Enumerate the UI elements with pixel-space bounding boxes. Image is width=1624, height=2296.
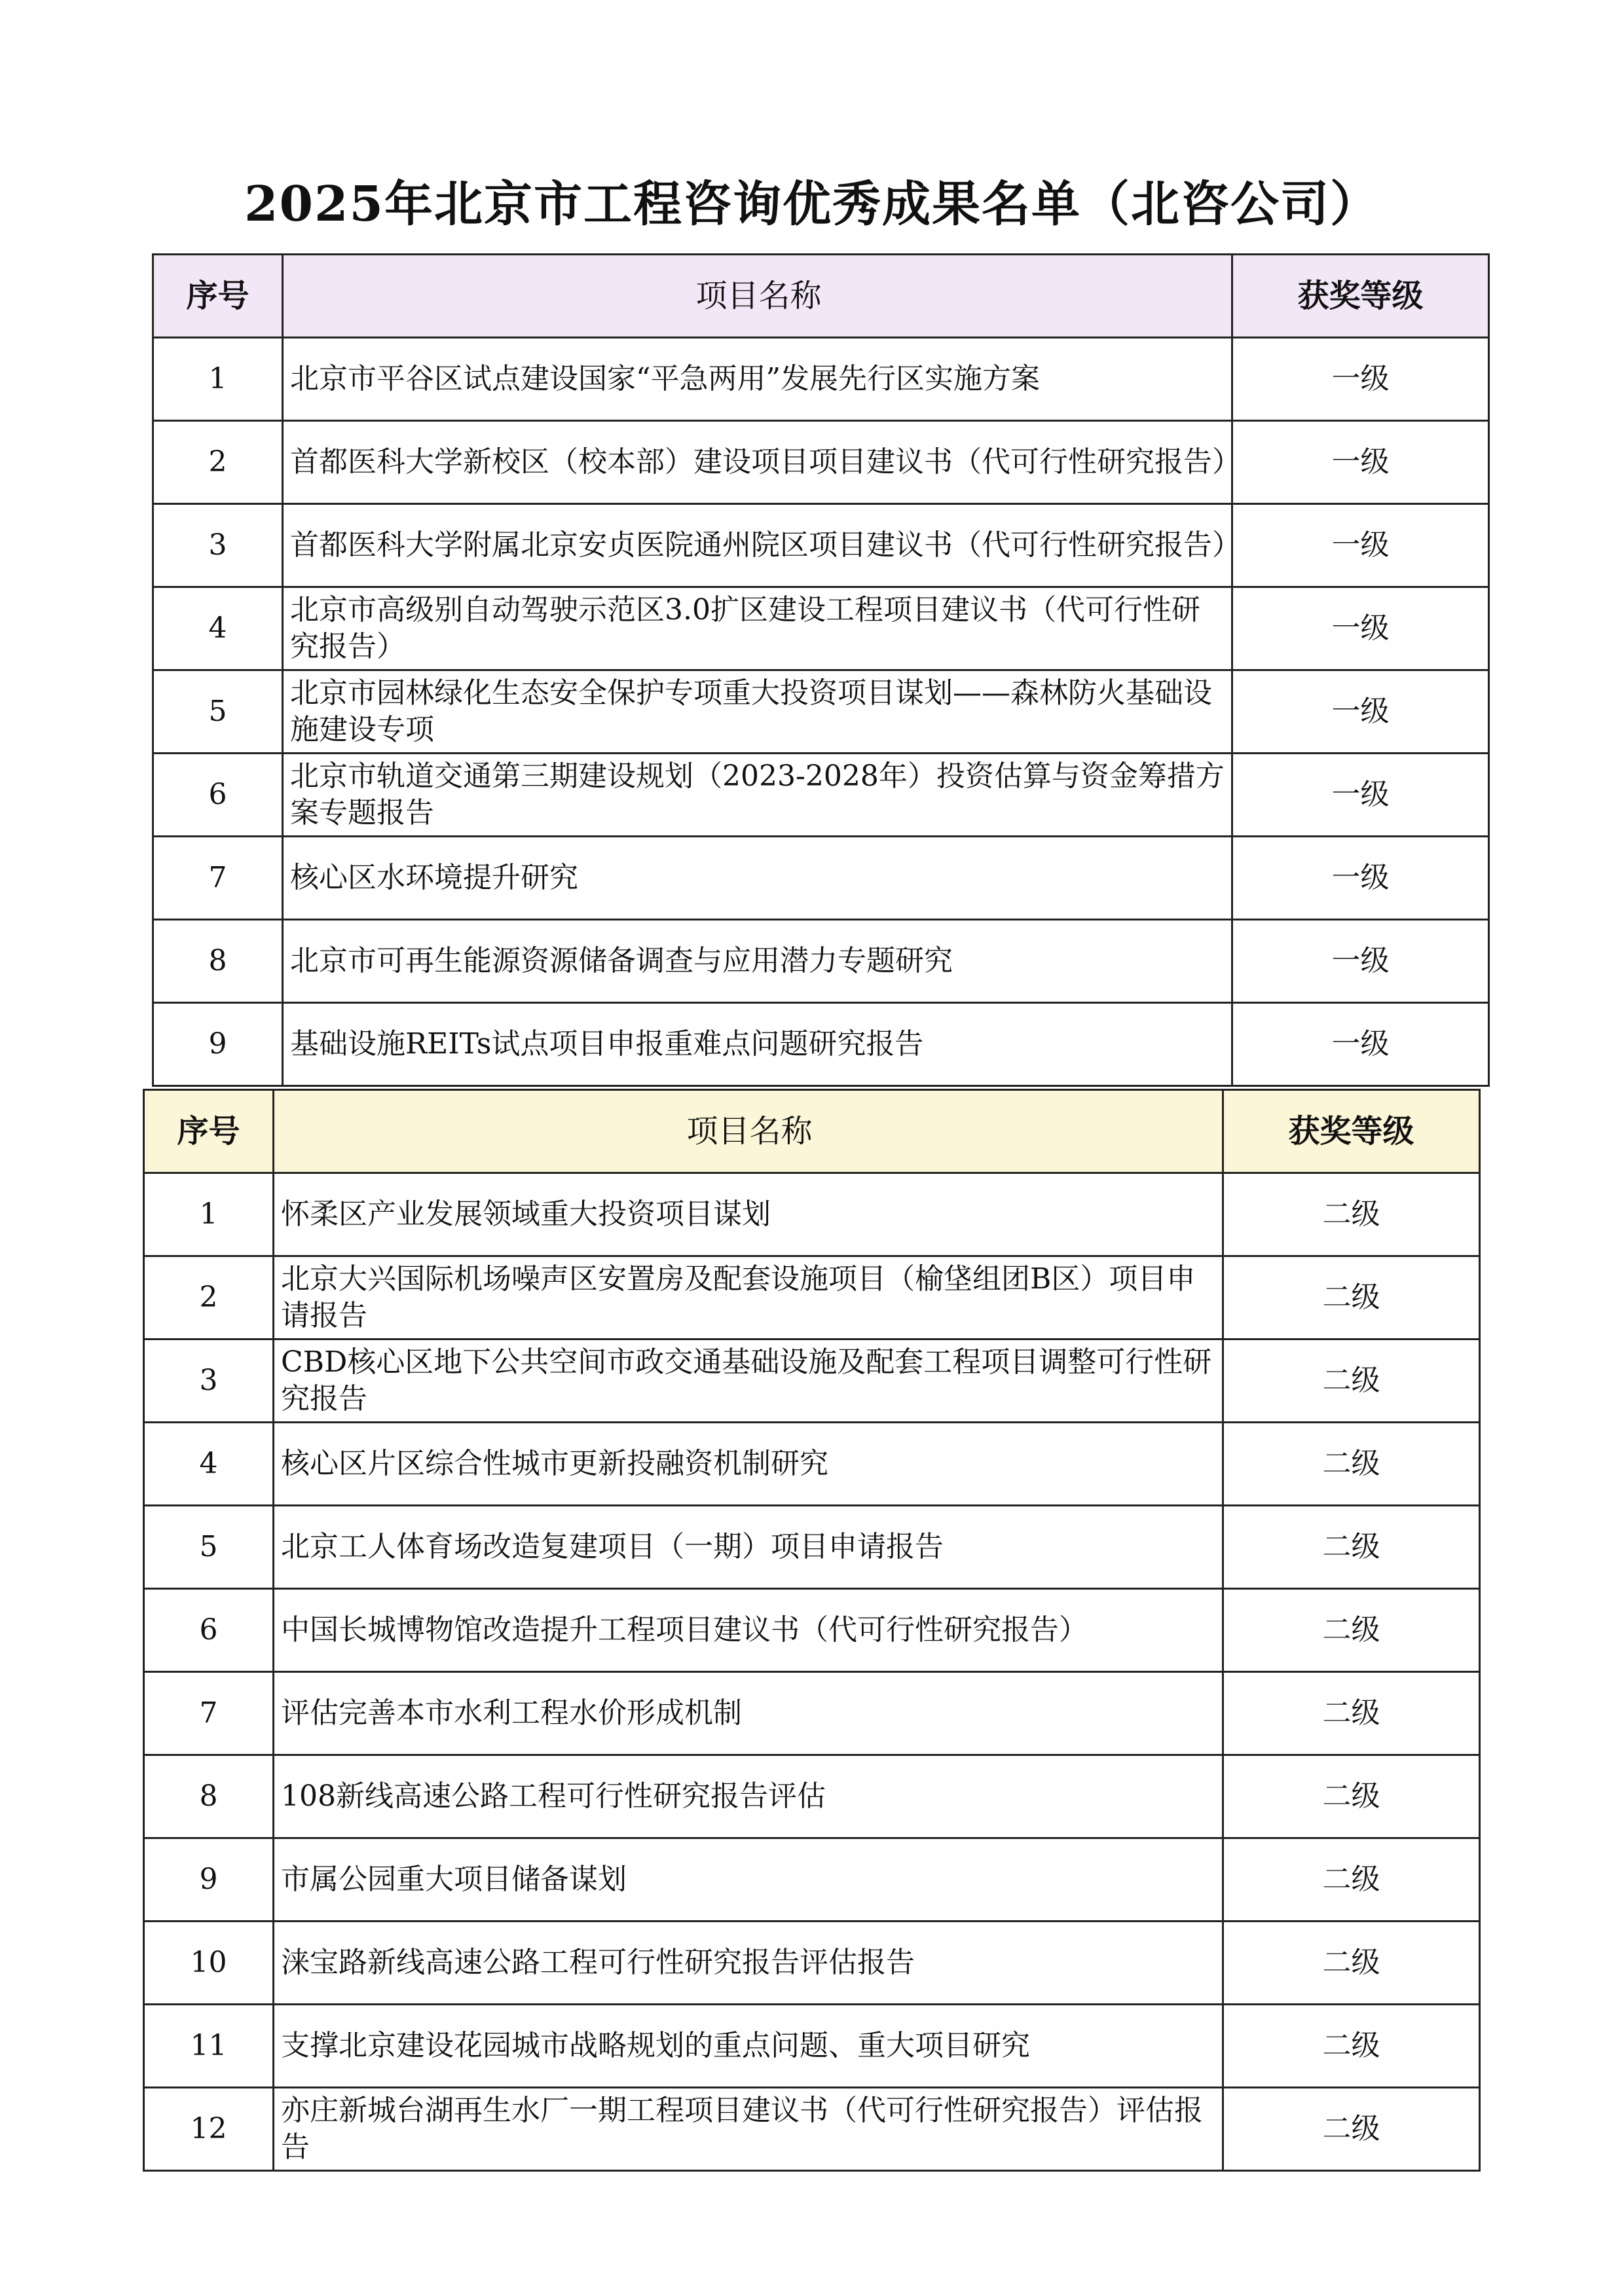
row-award-level: 一级 (1232, 587, 1489, 670)
row-project-name: 怀柔区产业发展领域重大投资项目谋划 (274, 1173, 1223, 1256)
header-award-level: 获奖等级 (1232, 255, 1489, 338)
row-project-name: 涞宝路新线高速公路工程可行性研究报告评估报告 (274, 1922, 1223, 2005)
table-row (153, 504, 1489, 587)
row-project-name: 核心区片区综合性城市更新投融资机制研究 (274, 1423, 1223, 1506)
row-award-level: 一级 (1232, 338, 1489, 421)
row-award-level: 一级 (1232, 421, 1489, 504)
table-row (153, 670, 1489, 754)
row-award-level: 二级 (1223, 2088, 1480, 2171)
row-serial-number: 3 (144, 1339, 274, 1423)
row-project-name: 亦庄新城台湖再生水厂一期工程项目建议书（代可行性研究报告）评估报告 (274, 2088, 1223, 2171)
table-row (153, 754, 1489, 837)
row-serial-number: 4 (153, 587, 283, 670)
table-row (144, 1672, 1480, 1755)
table-row (144, 1423, 1480, 1506)
table-row (144, 1173, 1480, 1256)
table-row (144, 1755, 1480, 1838)
row-award-level: 二级 (1223, 1256, 1480, 1339)
row-serial-number: 2 (153, 421, 283, 504)
row-serial-number: 2 (144, 1256, 274, 1339)
table-row (144, 1922, 1480, 2005)
row-project-name: 北京市轨道交通第三期建设规划（2023-2028年）投资估算与资金筹措方案专题报告 (283, 754, 1232, 837)
row-award-level: 一级 (1232, 670, 1489, 754)
row-project-name: 中国长城博物馆改造提升工程项目建议书（代可行性研究报告） (274, 1589, 1223, 1672)
row-project-name: 北京大兴国际机场噪声区安置房及配套设施项目（榆垡组团B区）项目申请报告 (274, 1256, 1223, 1339)
table-row (144, 1506, 1480, 1589)
row-serial-number: 4 (144, 1423, 274, 1506)
row-serial-number: 8 (144, 1755, 274, 1838)
row-award-level: 一级 (1232, 837, 1489, 920)
table-row (144, 1339, 1480, 1423)
row-award-level: 二级 (1223, 1339, 1480, 1423)
table-header-row (144, 1090, 1480, 1173)
table-row (153, 338, 1489, 421)
award-table-level-1 (152, 253, 1490, 1087)
row-project-name: 支撑北京建设花园城市战略规划的重点问题、重大项目研究 (274, 2005, 1223, 2088)
row-project-name: 评估完善本市水利工程水价形成机制 (274, 1672, 1223, 1755)
table-row (144, 2005, 1480, 2088)
header-project-name: 项目名称 (283, 255, 1232, 338)
row-serial-number: 7 (144, 1672, 274, 1755)
table-row (153, 421, 1489, 504)
row-award-level: 二级 (1223, 1423, 1480, 1506)
row-serial-number: 9 (144, 1838, 274, 1922)
row-project-name: 北京市平谷区试点建设国家“平急两用”发展先行区实施方案 (283, 338, 1232, 421)
row-serial-number: 11 (144, 2005, 274, 2088)
row-project-name: 北京市可再生能源资源储备调查与应用潜力专题研究 (283, 920, 1232, 1003)
row-serial-number: 12 (144, 2088, 274, 2171)
row-serial-number: 1 (153, 338, 283, 421)
row-serial-number: 9 (153, 1003, 283, 1086)
table-row (153, 1003, 1489, 1086)
table-row (144, 1256, 1480, 1339)
row-project-name: 市属公园重大项目储备谋划 (274, 1838, 1223, 1922)
row-award-level: 二级 (1223, 1672, 1480, 1755)
row-serial-number: 1 (144, 1173, 274, 1256)
table-row (153, 587, 1489, 670)
header-serial-number: 序号 (153, 255, 283, 338)
row-serial-number: 3 (153, 504, 283, 587)
row-project-name: 北京工人体育场改造复建项目（一期）项目申请报告 (274, 1506, 1223, 1589)
row-project-name: 核心区水环境提升研究 (283, 837, 1232, 920)
table-row (144, 1589, 1480, 1672)
row-serial-number: 5 (153, 670, 283, 754)
row-serial-number: 8 (153, 920, 283, 1003)
row-project-name: 108新线高速公路工程可行性研究报告评估 (274, 1755, 1223, 1838)
row-serial-number: 6 (153, 754, 283, 837)
row-award-level: 二级 (1223, 1838, 1480, 1922)
row-award-level: 一级 (1232, 1003, 1489, 1086)
row-project-name: 首都医科大学新校区（校本部）建设项目项目建议书（代可行性研究报告） (283, 421, 1232, 504)
row-project-name: 基础设施REITs试点项目申报重难点问题研究报告 (283, 1003, 1232, 1086)
award-table-level-2 (143, 1089, 1481, 2172)
row-project-name: 北京市园林绿化生态安全保护专项重大投资项目谋划——森林防火基础设施建设专项 (283, 670, 1232, 754)
table-row (153, 837, 1489, 920)
row-award-level: 一级 (1232, 504, 1489, 587)
table-row (144, 1838, 1480, 1922)
row-award-level: 一级 (1232, 920, 1489, 1003)
row-award-level: 二级 (1223, 1755, 1480, 1838)
row-project-name: 北京市高级别自动驾驶示范区3.0扩区建设工程项目建议书（代可行性研究报告） (283, 587, 1232, 670)
row-award-level: 二级 (1223, 1506, 1480, 1589)
row-serial-number: 5 (144, 1506, 274, 1589)
row-award-level: 二级 (1223, 1922, 1480, 2005)
row-serial-number: 10 (144, 1922, 274, 2005)
row-serial-number: 7 (153, 837, 283, 920)
row-serial-number: 6 (144, 1589, 274, 1672)
row-project-name: CBD核心区地下公共空间市政交通基础设施及配套工程项目调整可行性研究报告 (274, 1339, 1223, 1423)
page-title: 2025年北京市工程咨询优秀成果名单（北咨公司） (244, 176, 1380, 232)
row-award-level: 二级 (1223, 1173, 1480, 1256)
row-award-level: 二级 (1223, 2005, 1480, 2088)
row-project-name: 首都医科大学附属北京安贞医院通州院区项目建议书（代可行性研究报告） (283, 504, 1232, 587)
table-header-row (153, 255, 1489, 338)
table-row (153, 920, 1489, 1003)
row-award-level: 一级 (1232, 754, 1489, 837)
header-project-name: 项目名称 (274, 1090, 1223, 1173)
header-award-level: 获奖等级 (1223, 1090, 1480, 1173)
row-award-level: 二级 (1223, 1589, 1480, 1672)
table-row (144, 2088, 1480, 2171)
header-serial-number: 序号 (144, 1090, 274, 1173)
